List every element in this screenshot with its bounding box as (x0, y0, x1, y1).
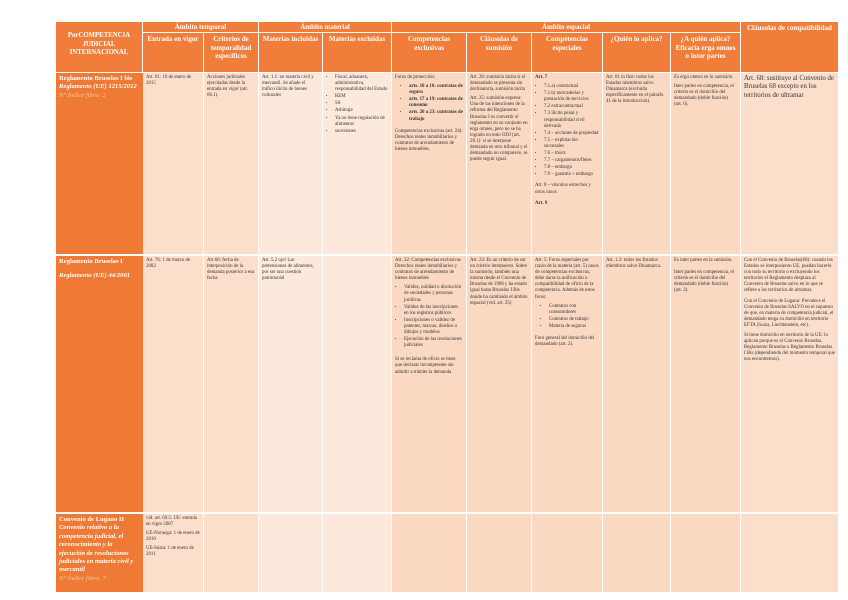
list-item: • 7.3 ilícito penal y responsabilidad civil derivada (544, 111, 599, 129)
list-item: • Arbitraje (335, 108, 388, 114)
cell-clausulas (741, 514, 838, 594)
row-index-note: N° Índice filtro: 2 (59, 91, 106, 99)
header-competencias-exclusivas: Competencias exclusivas (392, 33, 467, 73)
list-item: • Contratos de trabajo (549, 317, 599, 323)
cell-text: Si se reclama de oficio se tiene que declarar incompetente sin admitir a trámite la demanda (395, 357, 456, 375)
row-title: Convenio de Lugano II (59, 516, 125, 523)
header-clausulas: Cláusulas de compatibilidad (741, 22, 838, 73)
list-item: • sucesiones (335, 129, 388, 135)
cell-text: Art.66: fecha de interposición de la demanda posterior a esa fecha (207, 258, 255, 282)
cell-text: Art. 5.2 ojo! Las pretensiones de alimentos, por ser una cuestión patrimonial (262, 258, 314, 282)
row-label-bruselas-i (56, 256, 143, 514)
cell-quien-aplica (603, 514, 671, 594)
cell-clausulas (741, 73, 838, 256)
cell-text: Art. 81 in fine: todos los Estados miembros salvo Dinamarca (excluida específicamente en el párrafo 41 de la introducción). (606, 75, 664, 105)
header-eficacia: ¿A quién aplica? Eficacia erga omnes o inter partes (671, 33, 741, 73)
cell-competencias-especiales (532, 514, 603, 594)
special-forums-list (535, 304, 599, 330)
header-incluidas: Materias incluidas (259, 33, 323, 73)
cell-text: Art. 76: 1 de marzo de 2002 (146, 258, 191, 270)
row-label-bruselas-i-bis (56, 73, 143, 256)
cell-competencias-exclusivas (392, 73, 467, 256)
list-item: • arts. 17 a 19: contratos de consumo (409, 97, 463, 109)
cell-text: Es erga omnes en la sumisión. (674, 75, 734, 80)
cell-entrada (143, 256, 204, 514)
list-item: • Fiscal, aduanera, administrativa, responsabilidad del Estado (335, 75, 388, 93)
row-title: Reglamento Bruselas I bis (59, 75, 133, 82)
list-item: • 7.6 – trusts (544, 151, 599, 157)
cell-sumision (467, 256, 532, 514)
cell-text: Art. 5: Foros especiales por razón de la materia (art. 5) casos de competencias exclusivas, debe darse la unificación o compatibilidad de oficio de la competencia. Además de estos foros: (535, 258, 599, 300)
corner-header: PorCOMPETENCIA JUDICIAL INTERNACIONAL (56, 22, 143, 73)
cell-text: UE-Suiza: 1 de enero de 2011 (146, 546, 194, 558)
header-ambito-material: Ámbito material (259, 22, 392, 33)
row-index-note: N° Índice filtro: 7 (59, 574, 106, 582)
cell-text: Art. 9 (535, 200, 548, 206)
list-item: • 7.8 – embargo (544, 165, 599, 171)
cell-text: Art. 26: sumisión tácita si el demandado se presenta sin declinatoria, sumisión tácita (470, 75, 526, 93)
list-item: • 7.4 – acciones de propiedad (544, 131, 599, 137)
list-item: • 7.7 – cargamentos/fletes (544, 158, 599, 164)
cell-excluidas (323, 73, 392, 256)
cell-text: Foro general del domicilio del demandado (art. 2). (535, 336, 595, 348)
cell-entrada (143, 514, 204, 594)
cell-text: Si tiene domicilio en territorio de la UE: lo aplican porque es el Convenio Bruselas, Reglamento Bruselas o Reglamento Bruselas I Bis (dependiendo del momento temporal que nos encontremos). (744, 333, 835, 363)
exclusive-forums-list (395, 285, 463, 349)
cell-criterios (204, 73, 259, 256)
header-quien-aplica: ¿Quién lo aplica? (603, 33, 671, 73)
cell-text: Con el Convenio de Lugano: Prevalece el Convenio de Bruselas SALVO en el supuesto de que, en materia de competencia judicial, el demandado tenga su domicilio en territorio EFTA (Suiza, Liechtenstein, etc). (744, 298, 834, 328)
list-item: • 7.1.a) contractual (544, 84, 599, 90)
cell-text: UE-Noruega: 1 de enero de 2010 (146, 531, 200, 543)
cell-text: Art. 8 – vínculos estrechos y otros casos (535, 183, 591, 195)
list-item: • Validez, nulidad o disolución de sociedades y personas jurídicas (404, 285, 463, 303)
cell-text: Art. 1.3: todos los Estados miembros salvo Dinamarca. (606, 258, 662, 270)
list-item: • Contratos con consumidores (549, 304, 599, 316)
cell-text: Art. 23: Es un criterio de sur un criterio interpuesto. Sobre la sumisión, también una misma desde el Convenio de Bruselas de 1968 y ha estado igual hasta Bruselas I Bis donde ha cambiado el ámbito espacial (vid. art. 25) (470, 258, 528, 306)
cell-text: Art. 1.1: en materia civil y mercantil. Se añade el tráfico ilícito de bienes culturales (262, 75, 314, 99)
header-sumision: Cláusulas de sumisión (467, 33, 532, 73)
list-item: • arts. 20 a 23: contratos de trabajo (409, 110, 463, 122)
cell-text: Inter partes en competencia, el criterio es el domicilio del demandado (doble función) (art. 6). (674, 84, 734, 108)
list-item: • Validez de las inscripciones en los registros públicos (404, 305, 463, 317)
cell-sumision (467, 73, 532, 256)
cell-text: Art. 7 (535, 75, 548, 80)
cell-text: vid. art. 69.5: UE: entrada en vigor 2007 (146, 516, 197, 528)
cell-text: Art. 25: sumisión expresa: Una de las intenciones de la reforma del Reglamento Bruselas I es convertir el reglamento en su conjunto en erga omnes, pero no se ha logrado en todo ODJ (art. 28.1): si se interpone demanda en otro tribunal y el demandado no comparece, se puede seguir igual. (470, 96, 528, 163)
list-item: • arts. 10 a 16: contratos de seguro (409, 84, 463, 96)
cell-text: Art. 22: Competencias exclusivas Derechos reales inmobiliarios y contratos de arrendamiento de bienes inmuebles (395, 258, 461, 282)
cell-sumision (467, 514, 532, 594)
header-entrada: Entrada en vigor (143, 33, 204, 73)
cell-text: Con el Convenio de Bruselas(68): cuando los Estados se interpusieron UE, puedan hacerlo con todo su territorio o excluyendo los territorios el Reglamento desplaza al Convenio de Bruselas salvo en lo que se refiere a los territorios de ultramar. (744, 258, 833, 294)
cell-text: Foros de protección: (395, 75, 436, 80)
list-item: • REM (335, 94, 388, 100)
header-excluidas: Materias excluidas (323, 33, 392, 73)
cell-quien-aplica (603, 73, 671, 256)
cell-text: Es inter partes en la sumisión. (674, 258, 733, 263)
cell-incluidas (259, 514, 323, 594)
protection-forums-list (395, 84, 463, 123)
cell-eficacia (671, 73, 741, 256)
cell-text: Acciones judiciales ejercitadas desde la entrada en vigor (art. 66.1). (207, 75, 249, 99)
header-ambito-espacial: Ámbito espacial (392, 22, 741, 33)
competence-comparison-table (56, 22, 838, 582)
header-competencias-especiales: Competencias especiales (532, 33, 603, 73)
special-forums-list (535, 84, 599, 178)
row-regulation: Reglamento (UE) 44/2001 (59, 272, 131, 280)
list-item: • Ejecución de las resoluciones judiciales (404, 337, 463, 349)
list-item: • 7.5 – explotación sucursales (544, 138, 599, 150)
cell-eficacia (671, 256, 741, 514)
list-item: • Inscripciones o validez de patentes, marcas, diseños o dibujos y modelos (404, 318, 463, 336)
row-title: Reglamento Bruselas I (59, 258, 123, 265)
header-criterios: Criterios de temporalidad específicos (204, 33, 259, 73)
row-label-lugano-ii (56, 514, 143, 594)
cell-criterios (204, 514, 259, 594)
list-item: • 7.1.b) mercaderías y prestación de servicios (544, 91, 599, 103)
cell-text: Inter partes en competencia, el criterio es el domicilio del demandado (doble función) (art. 2). (674, 270, 734, 294)
cell-clausulas (741, 256, 838, 514)
cell-competencias-exclusivas (392, 514, 467, 594)
cell-criterios (204, 256, 259, 514)
header-ambito-temporal: Ámbito temporal (143, 22, 259, 33)
cell-quien-aplica (603, 256, 671, 514)
cell-competencias-especiales (532, 256, 603, 514)
cell-excluidas (323, 256, 392, 514)
cell-entrada (143, 73, 204, 256)
list-item: • SS (335, 101, 388, 107)
cell-text: Art. 81: 10 de enero de 2015 (146, 75, 192, 87)
cell-incluidas (259, 73, 323, 256)
cell-competencias-especiales (532, 73, 603, 256)
cell-eficacia (671, 514, 741, 594)
cell-text: Art. 68: sustituye al Convenio de Bruselas 68 excepto en los territorios de ultramar (744, 75, 834, 99)
list-item: • Ya no tiene regulación de alimentos (335, 116, 388, 128)
row-regulation: Reglamento (UE) 1215/2012 (59, 83, 137, 91)
list-item: • 7.9 – garantía + embargo (544, 172, 599, 178)
cell-text: Competencias exclusivas (art. 24): Derechos reales inmobiliarios y contratos de arrendamiento de bienes inmuebles. (395, 128, 463, 152)
list-item: • Materia de seguros (549, 324, 599, 330)
excluded-list (326, 75, 388, 135)
cell-competencias-exclusivas (392, 256, 467, 514)
row-convention-title: Convenio relativo a la competencia judicial, el reconocimiento y la ejecución de resoluciones judiciales en materia civil y mercantil (59, 524, 134, 574)
list-item: • 7.2 extracontractual (544, 104, 599, 110)
cell-incluidas (259, 256, 323, 514)
cell-excluidas (323, 514, 392, 594)
